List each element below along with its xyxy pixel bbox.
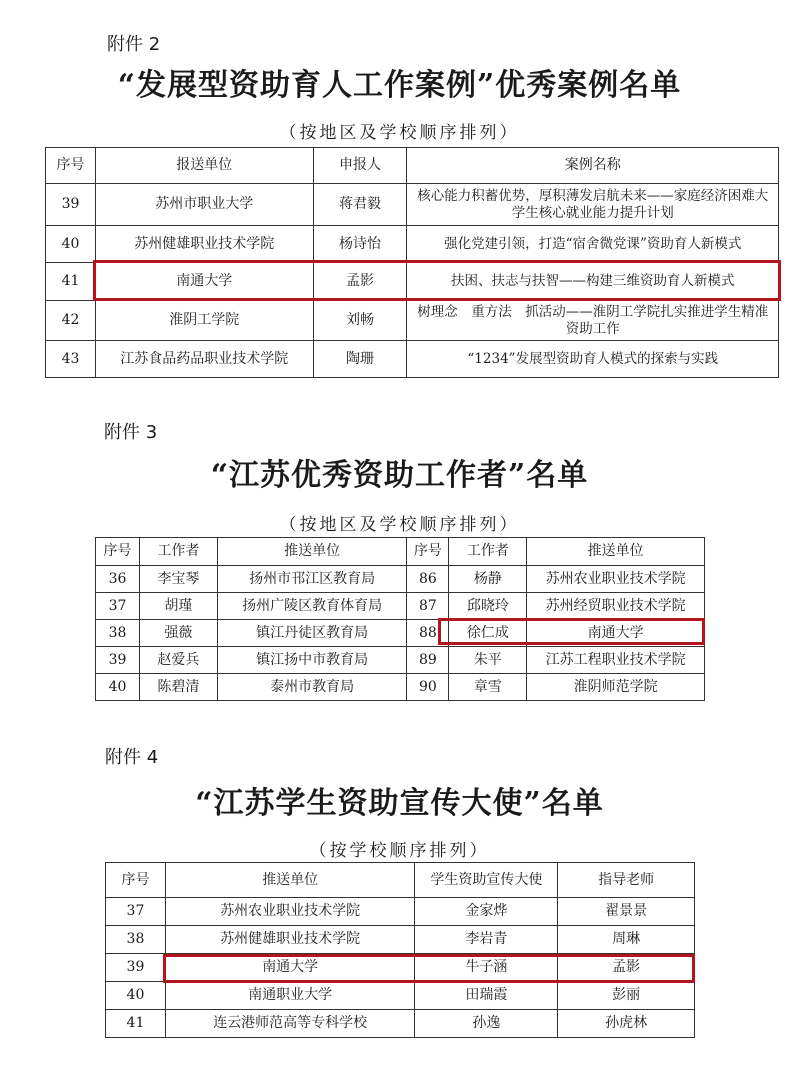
cell-name: 陈碧清 — [139, 674, 217, 701]
cell-ambassador: 李岩青 — [415, 926, 558, 954]
cell-teacher: 周琳 — [558, 926, 695, 954]
cell-no: 37 — [106, 898, 166, 926]
cell-name: 李宝琴 — [139, 566, 217, 593]
cell-no: 40 — [46, 226, 96, 263]
ambassador-table — [105, 862, 695, 1038]
col-header: 序号 — [106, 863, 166, 898]
cell-no: 40 — [96, 674, 140, 701]
col-header: 推送单位 — [217, 538, 407, 566]
cell-no: 43 — [46, 341, 96, 378]
cell-ambassador: 牛子涵 — [415, 954, 558, 982]
cell-no: 38 — [96, 620, 140, 647]
table-row — [46, 301, 779, 341]
table-row — [46, 184, 779, 226]
col-header: 序号 — [46, 148, 96, 184]
cell-ambassador: 金家烨 — [415, 898, 558, 926]
attachment-4-subtitle: （按学校顺序排列） — [309, 841, 490, 861]
cell-unit: 淮阴工学院 — [95, 301, 313, 341]
cell-unit: 苏州市职业大学 — [95, 184, 313, 226]
cell-teacher: 孙虎林 — [558, 1010, 695, 1038]
table-row — [96, 593, 705, 620]
cell-teacher: 孟影 — [558, 954, 695, 982]
col-header: 工作者 — [449, 538, 527, 566]
cell-teacher: 翟景景 — [558, 898, 695, 926]
cell-name: 章雪 — [449, 674, 527, 701]
cell-no: 40 — [106, 982, 166, 1010]
cell-person: 蒋君毅 — [313, 184, 407, 226]
highlight-box — [93, 260, 781, 301]
attachment-4-label: 附件 4 — [105, 747, 159, 768]
cell-no: 39 — [46, 184, 96, 226]
col-header: 序号 — [96, 538, 140, 566]
cell-no: 39 — [96, 647, 140, 674]
cell-case: 树理念 重方法 抓活动——淮阴工学院扎实推进学生精准资助工作 — [407, 301, 779, 341]
cell-person: 孟影 — [313, 263, 407, 301]
cell-unit: 泰州市教育局 — [217, 674, 407, 701]
attachment-4-title: “江苏学生资助宣传大使”名单 — [195, 786, 604, 821]
cell-unit: 淮阴师范学院 — [527, 674, 705, 701]
cell-person: 刘畅 — [313, 301, 407, 341]
cell-name: 邱晓玲 — [449, 593, 527, 620]
cell-unit: 苏州农业职业技术学院 — [165, 898, 415, 926]
cell-name: 强薇 — [139, 620, 217, 647]
cell-no: 90 — [407, 674, 449, 701]
cell-case: 核心能力积蓄优势，厚积薄发启航未来——家庭经济困难大学生核心就业能力提升计划 — [407, 184, 779, 226]
cell-no: 39 — [106, 954, 166, 982]
cell-unit: 镇江扬中市教育局 — [217, 647, 407, 674]
col-header: 案例名称 — [407, 148, 779, 184]
attachment-3-title: “江苏优秀资助工作者”名单 — [210, 458, 589, 493]
cell-no: 87 — [407, 593, 449, 620]
cell-unit: 江苏工程职业技术学院 — [527, 647, 705, 674]
cell-no: 42 — [46, 301, 96, 341]
cell-teacher: 彭丽 — [558, 982, 695, 1010]
cell-unit: 连云港师范高等专科学校 — [165, 1010, 415, 1038]
col-header: 工作者 — [139, 538, 217, 566]
cell-name: 徐仁成 — [449, 620, 527, 647]
cell-person: 杨诗怡 — [313, 226, 407, 263]
cell-unit: 南通大学 — [165, 954, 415, 982]
cell-person: 陶珊 — [313, 341, 407, 378]
table-row — [96, 566, 705, 593]
cell-unit: 苏州农业职业技术学院 — [527, 566, 705, 593]
cell-ambassador: 田瑞霞 — [415, 982, 558, 1010]
cell-case: 扶困、扶志与扶智——构建三维资助育人新模式 — [407, 263, 779, 301]
cell-ambassador: 孙逸 — [415, 1010, 558, 1038]
cell-name: 赵爱兵 — [139, 647, 217, 674]
cell-name: 胡瑾 — [139, 593, 217, 620]
cell-name: 杨静 — [449, 566, 527, 593]
attachment-3-subtitle: （按地区及学校顺序排列） — [279, 515, 520, 535]
cell-unit: 南通大学 — [95, 263, 313, 301]
highlight-box — [163, 954, 695, 983]
cell-name: 朱平 — [449, 647, 527, 674]
table-row — [106, 1010, 695, 1038]
table-header-row — [46, 148, 779, 184]
cell-case: “1234”发展型资助育人模式的探索与实践 — [407, 341, 779, 378]
table-header-row — [106, 863, 695, 898]
col-header: 指导老师 — [558, 863, 695, 898]
attachment-2-title: “发展型资助育人工作案例”优秀案例名单 — [117, 68, 682, 103]
cell-unit: 镇江丹徒区教育局 — [217, 620, 407, 647]
col-header: 申报人 — [313, 148, 407, 184]
table-row — [96, 674, 705, 701]
cell-unit: 苏州经贸职业技术学院 — [527, 593, 705, 620]
cell-no: 38 — [106, 926, 166, 954]
cell-no: 36 — [96, 566, 140, 593]
col-header: 学生资助宣传大使 — [415, 863, 558, 898]
cell-no: 88 — [407, 620, 449, 647]
cell-no: 37 — [96, 593, 140, 620]
cell-unit: 苏州健雄职业技术学院 — [95, 226, 313, 263]
cell-no: 41 — [106, 1010, 166, 1038]
attachment-2-label: 附件 2 — [107, 34, 161, 55]
cell-no: 89 — [407, 647, 449, 674]
cell-unit: 扬州广陵区教育体育局 — [217, 593, 407, 620]
cell-unit: 南通大学 — [527, 620, 705, 647]
table-row — [46, 226, 779, 263]
highlight-box — [438, 618, 705, 645]
cell-case: 强化党建引领，打造“宿舍微党课”资助育人新模式 — [407, 226, 779, 263]
table-row — [106, 898, 695, 926]
cell-unit: 苏州健雄职业技术学院 — [165, 926, 415, 954]
cell-no: 86 — [407, 566, 449, 593]
table-row — [96, 647, 705, 674]
col-header: 推送单位 — [165, 863, 415, 898]
col-header: 序号 — [407, 538, 449, 566]
cell-unit: 江苏食品药品职业技术学院 — [95, 341, 313, 378]
attachment-3-label: 附件 3 — [104, 422, 158, 443]
cell-unit: 扬州市邗江区教育局 — [217, 566, 407, 593]
table-header-row — [96, 538, 705, 566]
attachment-2-subtitle: （按地区及学校顺序排列） — [279, 123, 520, 143]
col-header: 报送单位 — [95, 148, 313, 184]
table-row — [106, 982, 695, 1010]
table-row — [46, 341, 779, 378]
table-row — [106, 926, 695, 954]
cell-no: 41 — [46, 263, 96, 301]
cell-unit: 南通职业大学 — [165, 982, 415, 1010]
col-header: 推送单位 — [527, 538, 705, 566]
